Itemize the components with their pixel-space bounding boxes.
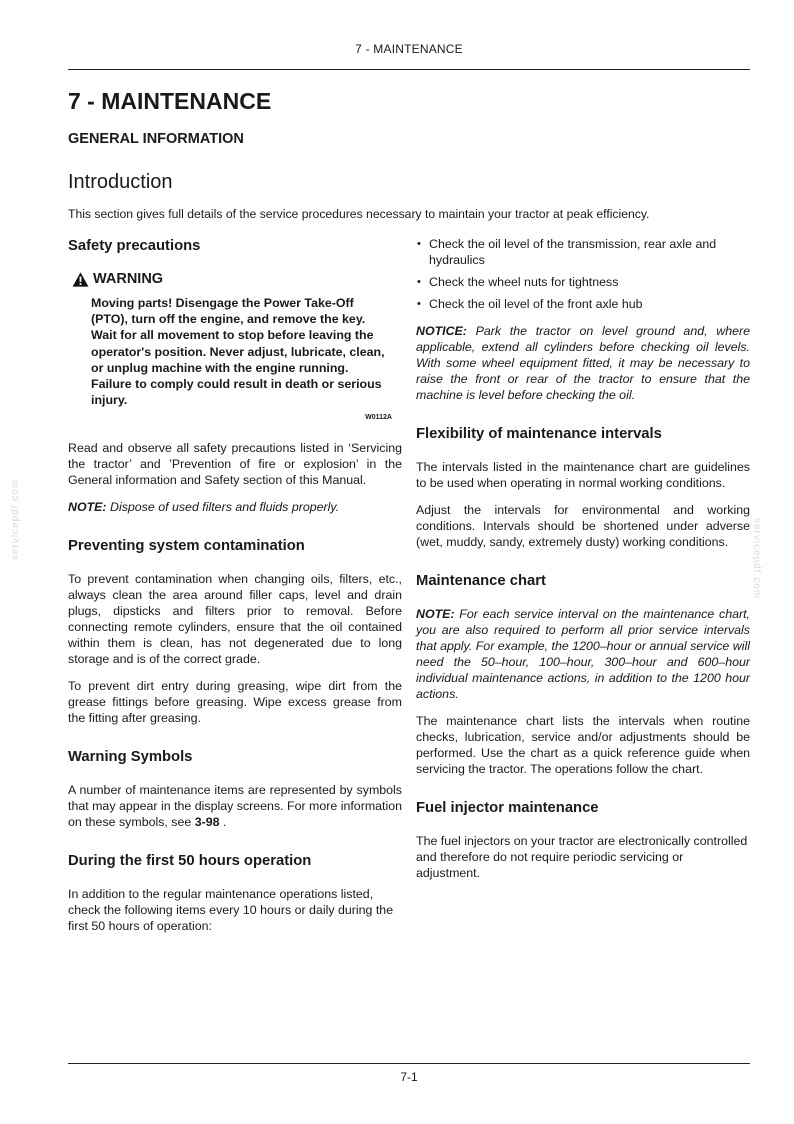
list-item: • Check the oil level of the front axle hub: [416, 296, 750, 312]
notice-label: NOTICE:: [416, 324, 467, 338]
watermark-right: servicepdf.com: [751, 518, 762, 600]
contamination-heading: Preventing system contamination: [68, 538, 305, 555]
warning-symbols-text-end: .: [219, 815, 227, 830]
maintenance-chart-paragraph: The maintenance chart lists the intervals when routine checks, lubrication, service and/or adjustments should be performed. Use the chart as a quick reference guide when servicing the tractor. The operations follow the chart.: [416, 714, 750, 776]
warning-triangle-icon: [72, 272, 89, 287]
warning-symbols-heading: Warning Symbols: [68, 749, 193, 766]
oil-level-notice: [416, 323, 750, 403]
warning-box: [68, 271, 402, 426]
safety-paragraph: Read and observe all safety precautions listed in ‘Servicing the tractor’ and ’Prevention of fire or explosion’ in the General information and Safety section of this Manual.: [68, 441, 402, 488]
introduction-heading: Introduction: [68, 171, 173, 193]
watermark-left: servicepdf.com: [10, 478, 21, 560]
warning-symbols-text: A number of maintenance items are represented by symbols that may appear in the display screens. For more information on these symbols, see: [68, 783, 403, 830]
notice-text: Park the tractor on level ground and, where applicable, extend all cylinders before checking oil levels. With some wheel equipment fitted, it may be necessary to raise the front or rear of the tractor to ensure that the machine is level before checking the oil.: [416, 324, 750, 402]
fuel-injector-heading: Fuel injector maintenance: [416, 800, 599, 816]
safety-precautions-heading: Safety precautions: [68, 238, 201, 254]
chapter-title: 7 - MAINTENANCE: [68, 88, 272, 114]
warning-label: WARNING: [93, 271, 164, 287]
first-50-hours-text: In addition to the regular maintenance operations listed, check the following items every 10 hours or daily during the first 50 hours of operation:: [68, 887, 394, 934]
right-column: [416, 236, 750, 892]
section-title: GENERAL INFORMATION: [68, 131, 244, 147]
maintenance-chart-heading: Maintenance chart: [416, 573, 546, 589]
warning-code: W0112A: [365, 414, 392, 422]
page-reference-link[interactable]: 3-98: [194, 815, 220, 830]
page-number: 7-1: [400, 1070, 418, 1084]
flexibility-paragraph-1: The intervals listed in the maintenance chart are guidelines to be used when operating in normal working conditions.: [416, 460, 750, 490]
maintenance-chart-note: [416, 606, 750, 702]
flexibility-paragraph-2: Adjust the intervals for environmental and working conditions. Intervals should be shortened under adverse (wet, muddy, sandy, extremely dusty) working conditions.: [416, 503, 750, 549]
first-50-hours-checklist: [416, 236, 750, 312]
note-label: NOTE:: [416, 607, 455, 621]
warning-header: [72, 271, 402, 287]
list-item: • Check the wheel nuts for tightness: [416, 274, 750, 290]
running-header: 7 - MAINTENANCE: [355, 42, 463, 56]
note-text: Dispose of used filters and fluids properly.: [106, 500, 340, 515]
note-label: NOTE:: [68, 500, 107, 515]
contamination-paragraph-1: To prevent contamination when changing oils, filters, etc., always clean the area around filler caps, level and drain plugs, dipsticks and filters prior to removal. Before connecting remote cylinders, ensure that the oil contained within them is clean, has not degenerated due to long storage and is of the correct grade.: [68, 572, 402, 667]
list-item: • Check the oil level of the transmission, rear axle and hydraulics: [416, 236, 750, 268]
footer-rule: [68, 1063, 750, 1064]
introduction-text: This section gives full details of the service procedures necessary to maintain your tractor at peak efficiency.: [68, 207, 650, 221]
warning-text: Moving parts! Disengage the Power Take-Off (PTO), turn off the engine, and remove the key. Wait for all movement to stop before leaving the operator's position. Never adjust, lubricate, clean, or unplug machine with the engine running. Failure to comply could result in death or serious injury.: [91, 296, 385, 408]
safety-note: [68, 499, 402, 515]
warning-symbols-paragraph: [68, 782, 402, 830]
contamination-paragraph-2: To prevent dirt entry during greasing, wipe dirt from the grease fittings before greasing. Wipe excess grease from the fitting after greasing.: [68, 679, 402, 726]
first-50-hours-heading: During the first 50 hours operation: [68, 853, 312, 870]
left-column: [68, 236, 402, 945]
header-rule: [68, 69, 750, 70]
flexibility-heading: Flexibility of maintenance intervals: [416, 426, 662, 442]
fuel-injector-text: The fuel injectors on your tractor are electronically controlled and therefore do not require periodic servicing or adjustment.: [416, 834, 748, 880]
note-text: For each service interval on the maintenance chart, you are also required to perform all prior service intervals that apply. For example, the 1200–hour or annual service will need the 50–hour, 100–hour, 300–hour and 600–hour individual maintenance actions, in addition to the 1200 hour actions.: [416, 607, 750, 701]
